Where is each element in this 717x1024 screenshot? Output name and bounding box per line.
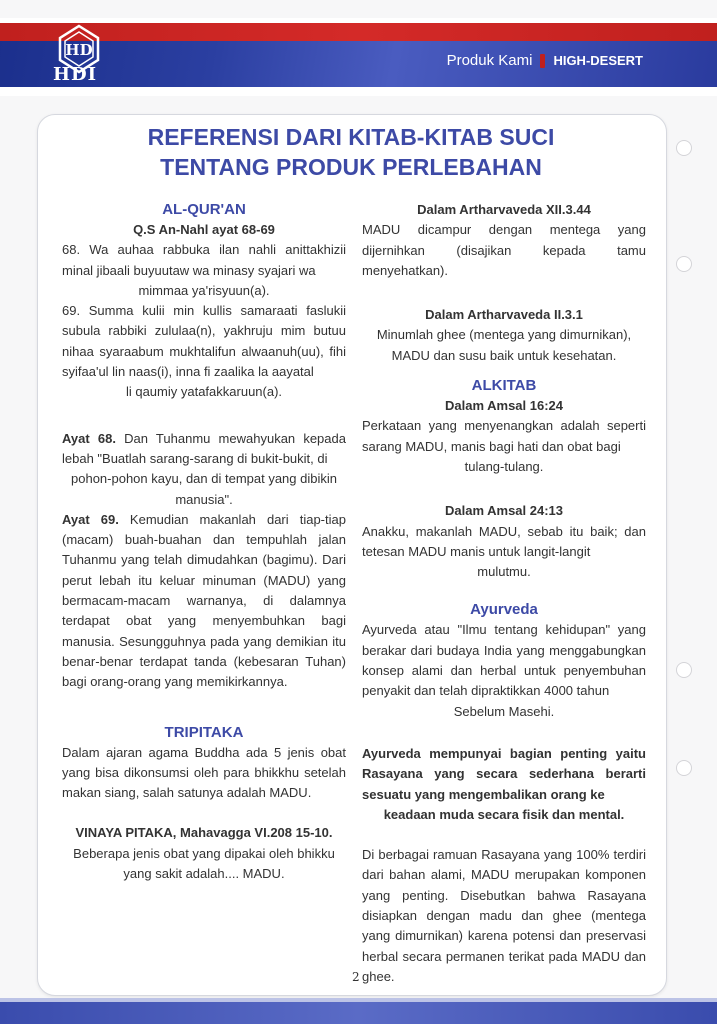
vinaya-heading: VINAYA PITAKA, Mahavagga VI.208 15-10. xyxy=(75,825,333,841)
left-column xyxy=(62,200,346,884)
page-title-line2: TENTANG PRODUK PERLEBAHAN xyxy=(160,154,542,180)
ayat-69-label: Ayat 69. xyxy=(62,511,119,527)
artharvaveda-2-heading: Dalam Artharvaveda II.3.1 xyxy=(425,307,583,323)
binder-hole-1 xyxy=(676,140,692,156)
binder-hole-2 xyxy=(676,256,692,272)
artharvaveda-2-text-2: MADU dan susu baik untuk kesehatan. xyxy=(391,347,617,363)
ayurveda-text-end: Sebelum Masehi. xyxy=(453,703,555,719)
verse-69-arabic: 69. Summa kulii min kullis samaraati faslukii subula rabbiki zululaa(n), yakhruju mim butuu nihaa syaraabum mukhtalifun alwaanuh(uu), fihi syifaa'ul lin naas(i), inna fi zaalika la aayatal xyxy=(62,303,346,380)
ayurveda-bold-text: Ayurveda mempunyai bagian penting yaitu Rasayana yang secara sederhana berarti sesuatu yang mengembalikan orang ke xyxy=(362,745,646,802)
ayat-68-line: pohon-pohon kayu, dan di tempat yang dibikin xyxy=(71,471,337,487)
amsal-16-text-end: tulang-tulang. xyxy=(464,458,544,474)
quran-subheading: Q.S An-Nahl ayat 68-69 xyxy=(133,222,275,237)
vinaya-text-1: Beberapa jenis obat yang dipakai oleh bhikku xyxy=(73,845,335,861)
ayurveda-text: Ayurveda atau "Ilmu tentang kehidupan" yang berakar dari budaya India yang menggabungkan konsep alami dan herbal untuk penyembuhan penyakit dan telah dipraktikkan 4000 tahun xyxy=(362,622,646,699)
ayat-68-translation xyxy=(62,429,346,470)
verse-68-arabic-end: mimmaa ya'risyuun(a). xyxy=(138,282,270,298)
nav-separator xyxy=(540,54,545,68)
nav-high-desert[interactable]: HIGH-DESERT xyxy=(553,53,643,68)
ayat-68-text: Dan Tuhanmu mewahyukan kepada lebah "Buatlah sarang-sarang di bukit-bukit, di xyxy=(62,430,346,466)
artharvaveda-2-text-1: Minumlah ghee (mentega yang dimurnikan), xyxy=(376,327,632,343)
page-title xyxy=(60,122,642,182)
ayat-68-end: manusia". xyxy=(175,491,233,507)
ayat-69-text: Kemudian makanlah dari tiap-tiap (macam) buah-buahan dan tempuhlah jalan Tuhanmu yang telah dimudahkan (bagimu). Dari perut lebah itu keluar minuman (MADU) yang bermacam-macam warnanya, di dalamnya terdapat obat yang menyembuhkan bagi manusia. Sesungguhnya pada yang demikian itu benar-benar terdapat tanda (kebesaran Tuhan) bagi orang-orang yang memikirkannya. xyxy=(62,511,346,690)
ayat-69-translation xyxy=(62,510,346,693)
ayurveda-heading: Ayurveda xyxy=(470,601,538,619)
binder-hole-4 xyxy=(676,760,692,776)
page-title-line1: REFERENSI DARI KITAB-KITAB SUCI xyxy=(147,124,555,150)
tripitaka-text: Dalam ajaran agama Buddha ada 5 jenis obat yang bisa dikonsumsi oleh para bhikkhu setelah makan siang, salah satunya adalah MADU. xyxy=(62,744,346,801)
amsal-24-heading: Dalam Amsal 24:13 xyxy=(444,503,564,519)
logo-text: HDI xyxy=(53,64,98,85)
amsal-24-text-end: mulutmu. xyxy=(477,564,531,580)
header-nav xyxy=(447,52,643,69)
ayat-68-label: Ayat 68. xyxy=(62,430,116,446)
amsal-24-text: Anakku, makanlah MADU, sebab itu baik; dan tetesan MADU manis untuk langit-langit xyxy=(362,523,646,559)
alkitab-heading: ALKITAB xyxy=(471,377,537,395)
ayurveda-bold-text-end: keadaan muda secara fisik dan mental. xyxy=(383,806,625,822)
vinaya-text-2: yang sakit adalah.... MADU. xyxy=(123,866,285,882)
artharvaveda-1-text: MADU dicampur dengan mentega yang dijernihkan (disajikan kepada tamu menyehatkan). xyxy=(362,222,646,278)
amsal-16-text: Perkataan yang menyenangkan adalah seperti sarang MADU, manis bagi hati dan obat bagi xyxy=(362,418,646,454)
svg-text:HD: HD xyxy=(65,41,93,59)
quran-heading: AL-QUR'AN xyxy=(162,201,246,218)
rasayana-text: Di berbagai ramuan Rasayana yang 100% terdiri dari bahan alami, MADU merupakan komponen yang penting. Disebutkan bahwa Rasayana disiapkan dengan madu dan ghee (mentega yang dimurnikan) karena potensi dan preservasi herbal secara permanen terikat pada MADU dan ghee. xyxy=(362,847,646,984)
amsal-16-heading: Dalam Amsal 16:24 xyxy=(444,398,564,414)
tripitaka-heading: TRIPITAKA xyxy=(164,723,244,741)
nav-produk-kami[interactable]: Produk Kami xyxy=(446,52,533,69)
page-number: 2 xyxy=(352,970,360,984)
right-column xyxy=(362,200,646,987)
verse-68-arabic: 68. Wa auhaa rabbuka ilan nahli anittakhizii minal jibaali buyuutaw wa minasy syajari wa xyxy=(62,242,346,278)
artharvaveda-1-heading: Dalam Artharvaveda XII.3.44 xyxy=(417,202,591,217)
footer-band xyxy=(0,1002,717,1024)
binder-hole-3 xyxy=(676,662,692,678)
verse-69-arabic-end: li qaumiy yatafakkaruun(a). xyxy=(125,384,283,400)
